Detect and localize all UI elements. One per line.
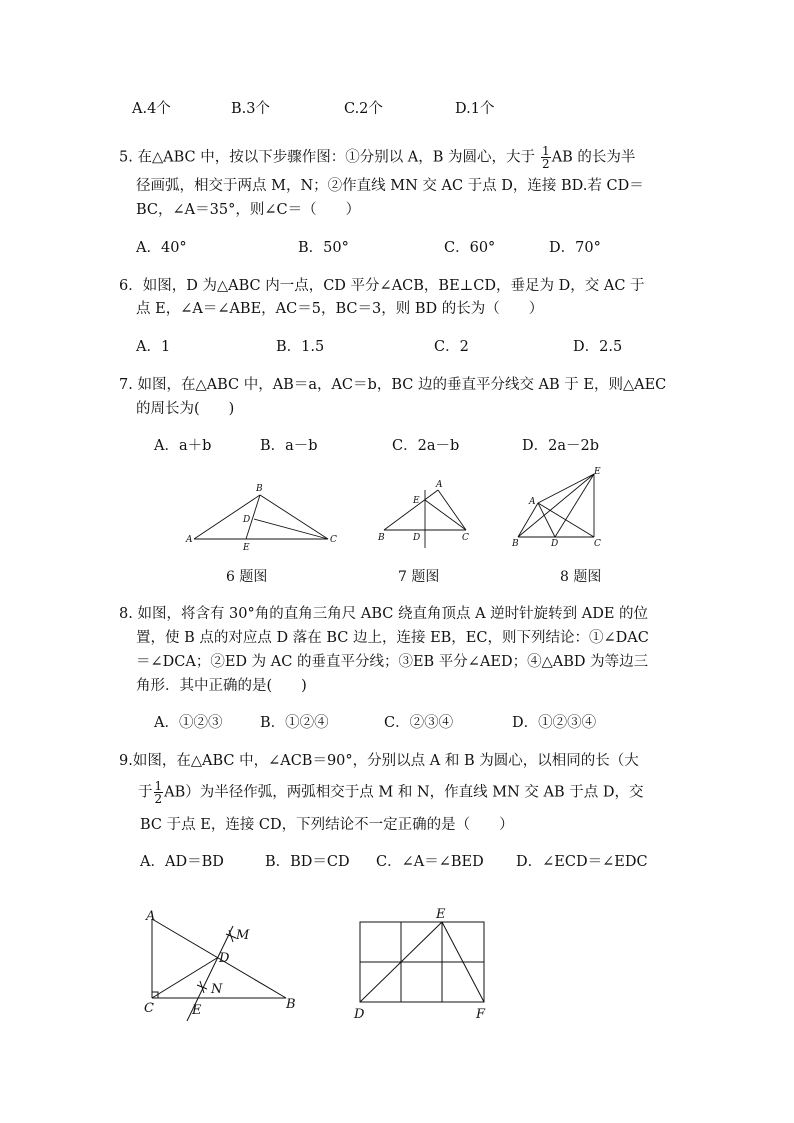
fig6-label-b: B <box>256 484 263 494</box>
q4-option-b: B.3个 <box>231 101 270 117</box>
grid-label-d: D <box>354 1007 365 1022</box>
q7-option-a: A．a＋b <box>154 438 212 454</box>
q5-option-d: D．70° <box>549 240 601 256</box>
q9-option-c: C．∠A＝∠BED <box>376 854 484 870</box>
figure-8 <box>508 466 618 556</box>
fig7-label-b: B <box>378 533 385 543</box>
q5-frac-den: 2 <box>542 157 550 171</box>
q8-option-b: B．①②④ <box>260 715 329 731</box>
fig7-caption: 7 题图 <box>398 569 440 585</box>
q7-line-2: 的周长为( ) <box>136 401 235 417</box>
q4-option-c: C.2个 <box>344 101 383 117</box>
q9-line-2 <box>138 780 643 805</box>
fig8-label-b: B <box>512 539 519 549</box>
fig8-label-d: D <box>551 539 559 549</box>
figure-9 <box>140 904 310 1034</box>
q9-line-1: 9.如图，在△ABC 中，∠ACB＝90°，分别以点 A 和 B 为圆心，以相同的长（大 <box>119 753 639 769</box>
q8-option-a: A．①②③ <box>154 715 223 731</box>
q9-line-2-tail: AB）为半径作弧，两弧相交于点 M 和 N，作直线 MN 交 AB 于点 D，交 <box>164 784 644 801</box>
q8-line-1: 8. 如图，将含有 30°角的直角三角尺 ABC 绕直角顶点 A 逆时针旋转到 ADE 的位 <box>119 606 649 622</box>
q9-frac-den: 2 <box>154 792 163 806</box>
q9-frac-num: 1 <box>154 779 163 793</box>
q7-option-d: D．2a－2b <box>522 438 600 454</box>
fig9-label-e: E <box>192 1003 202 1018</box>
q5-line-1 <box>119 145 635 170</box>
fig7-label-a: A <box>436 480 443 490</box>
fig9-label-m: M <box>236 928 250 943</box>
fig8-caption: 8 题图 <box>560 569 602 585</box>
q5-option-c: C．60° <box>444 240 496 256</box>
q6-line-1: 6．如图，D 为△ABC 内一点，CD 平分∠ACB，BE⊥CD，垂足为 D，交 AC 于 <box>119 278 645 294</box>
figure-grid <box>350 904 500 1034</box>
grid-label-f: F <box>476 1007 486 1022</box>
q7-option-b: B．a－b <box>260 438 318 454</box>
q5-line-3: BC，∠A＝35°，则∠C＝（ ） <box>136 202 361 218</box>
q4-option-a: A.4个 <box>132 101 171 117</box>
fig9-label-d: D <box>219 951 230 966</box>
q5-frac-num: 1 <box>542 144 550 158</box>
q9-line-2-text: 于 <box>138 784 153 801</box>
fig6-label-c: C <box>330 535 337 545</box>
q6-line-2: 点 E，∠A＝∠ABE，AC＝5，BC＝3，则 BD 的长为（ ） <box>136 301 544 317</box>
q8-line-2: 置，使 B 点的对应点 D 落在 BC 边上，连接 EB，EC，则下列结论：①∠DAC <box>136 630 649 646</box>
q4-option-d: D.1个 <box>455 101 495 117</box>
q8-option-c: C．②③④ <box>384 715 454 731</box>
q8-option-d: D．①②③④ <box>512 715 597 731</box>
fig8-label-e: E <box>594 467 601 477</box>
fig9-label-c: C <box>144 1001 154 1016</box>
q6-option-c: C．2 <box>434 339 469 355</box>
fig6-label-a: A <box>186 535 193 545</box>
q6-option-b: B．1.5 <box>276 339 325 355</box>
q9-fraction <box>154 780 164 805</box>
q6-option-a: A．1 <box>136 339 171 355</box>
q9-line-3: BC 于点 E，连接 CD，下列结论不一定正确的是（ ） <box>140 817 514 833</box>
q7-line-1: 7. 如图，在△ABC 中，AB＝a，AC＝b，BC 边的垂直平分线交 AB 于 E，则△AEC <box>119 377 667 393</box>
figure-6 <box>180 480 350 560</box>
fig9-label-n: N <box>211 982 223 997</box>
fig7-label-d: D <box>413 533 421 543</box>
grid-label-e: E <box>436 907 446 922</box>
q8-line-4: 角形．其中正确的是( ) <box>136 678 307 694</box>
q9-option-d: D．∠ECD＝∠EDC <box>516 854 648 870</box>
figure-7 <box>372 478 482 558</box>
q5-line-1-tail: AB 的长为半 <box>551 149 636 166</box>
fig9-label-a: A <box>146 909 156 924</box>
fig9-label-b: B <box>286 997 296 1012</box>
q7-option-c: C．2a－b <box>392 438 460 454</box>
fig8-label-c: C <box>594 539 601 549</box>
q9-option-a: A．AD＝BD <box>140 854 224 870</box>
fig7-label-e: E <box>413 496 420 506</box>
fig6-label-d: D <box>243 515 251 525</box>
q9-option-b: B．BD＝CD <box>265 854 350 870</box>
q5-option-b: B．50° <box>298 240 349 256</box>
fig8-label-a: A <box>529 497 536 507</box>
fig7-label-c: C <box>462 533 469 543</box>
q5-line-1-text: 5. 在△ABC 中，按以下步骤作图：①分别以 A，B 为圆心，大于 <box>119 149 536 166</box>
fig6-caption: 6 题图 <box>226 569 268 585</box>
q5-fraction <box>541 145 551 170</box>
q8-line-3: ＝∠DCA；②ED 为 AC 的垂直平分线；③EB 平分∠AED；④△ABD 为等边三 <box>136 654 649 670</box>
q5-option-a: A．40° <box>136 240 187 256</box>
fig6-label-e: E <box>243 543 250 553</box>
q6-option-d: D．2.5 <box>573 339 623 355</box>
q5-line-2: 径画弧，相交于两点 M，N；②作直线 MN 交 AC 于点 D，连接 BD.若 CD＝ <box>136 178 644 194</box>
